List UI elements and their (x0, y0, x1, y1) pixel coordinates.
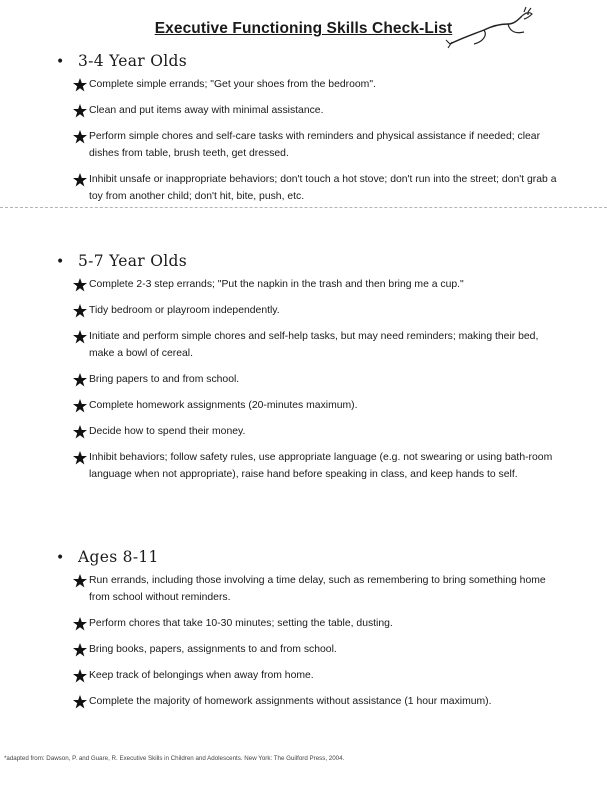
list-item: Bring papers to and from school. (72, 371, 562, 388)
list-item: Initiate and perform simple chores and self-help tasks, but may need reminders; making their bed, make a bowl of cereal. (72, 328, 562, 362)
star-icon (72, 329, 88, 345)
list-item: Inhibit behaviors; follow safety rules, use appropriate language (e.g. not swearing or using bath-room language when not appropriate), raise hand before speaking in class, and keep hands to self. (72, 449, 562, 483)
list-item: Bring books, papers, assignments to and from school. (72, 641, 562, 658)
list-item: Clean and put items away with minimal assistance. (72, 102, 562, 119)
star-icon (72, 573, 88, 589)
star-icon (72, 668, 88, 684)
star-icon (72, 642, 88, 658)
star-icon (72, 172, 88, 188)
bullet-icon: • (56, 550, 65, 566)
list-item: Complete 2-3 step errands; "Put the napkin in the trash and then bring me a cup." (72, 276, 562, 293)
bullet-icon: • (56, 54, 65, 70)
star-icon (72, 398, 88, 414)
item-list (0, 76, 607, 214)
star-icon (72, 372, 88, 388)
list-item: Run errands, including those involving a time delay, such as remembering to bring something home from school without reminders. (72, 572, 562, 606)
leaping-animal-doodle-icon (444, 4, 536, 52)
list-item: Complete homework assignments (20-minutes maximum). (72, 397, 562, 414)
star-icon (72, 424, 88, 440)
list-item: Perform chores that take 10-30 minutes; setting the table, dusting. (72, 615, 562, 632)
list-item: Complete the majority of homework assignments without assistance (1 hour maximum). (72, 693, 562, 710)
star-icon (72, 277, 88, 293)
star-icon (72, 450, 88, 466)
citation-footnote: *adapted from: Dawson, P. and Guare, R. Executive Skills in Children and Adolescents. New York: The Guilford Press, 2004. (4, 755, 345, 762)
list-item: Inhibit unsafe or inappropriate behaviors; don't touch a hot stove; don't run into the street; don't grab a toy from another child; don't hit, bite, push, etc. (72, 171, 562, 205)
list-item: Decide how to spend their money. (72, 423, 562, 440)
page-title: Executive Functioning Skills Check-List (154, 20, 453, 37)
section-heading: • 5-7 Year Olds (56, 252, 187, 270)
item-list (0, 572, 607, 719)
star-icon (72, 103, 88, 119)
list-item: Complete simple errands; "Get your shoes from the bedroom". (72, 76, 562, 93)
star-icon (72, 303, 88, 319)
section-heading: • Ages 8-11 (56, 548, 159, 566)
star-icon (72, 129, 88, 145)
list-item: Perform simple chores and self-care tasks with reminders and physical assistance if needed; clear dishes from table, brush teeth, get dressed. (72, 128, 562, 162)
bullet-icon: • (56, 254, 65, 270)
star-icon (72, 694, 88, 710)
section-heading: • 3-4 Year Olds (56, 52, 187, 70)
list-item: Tidy bedroom or playroom independently. (72, 302, 562, 319)
star-icon (72, 77, 88, 93)
list-item: Keep track of belongings when away from home. (72, 667, 562, 684)
item-list (0, 276, 607, 492)
star-icon (72, 616, 88, 632)
